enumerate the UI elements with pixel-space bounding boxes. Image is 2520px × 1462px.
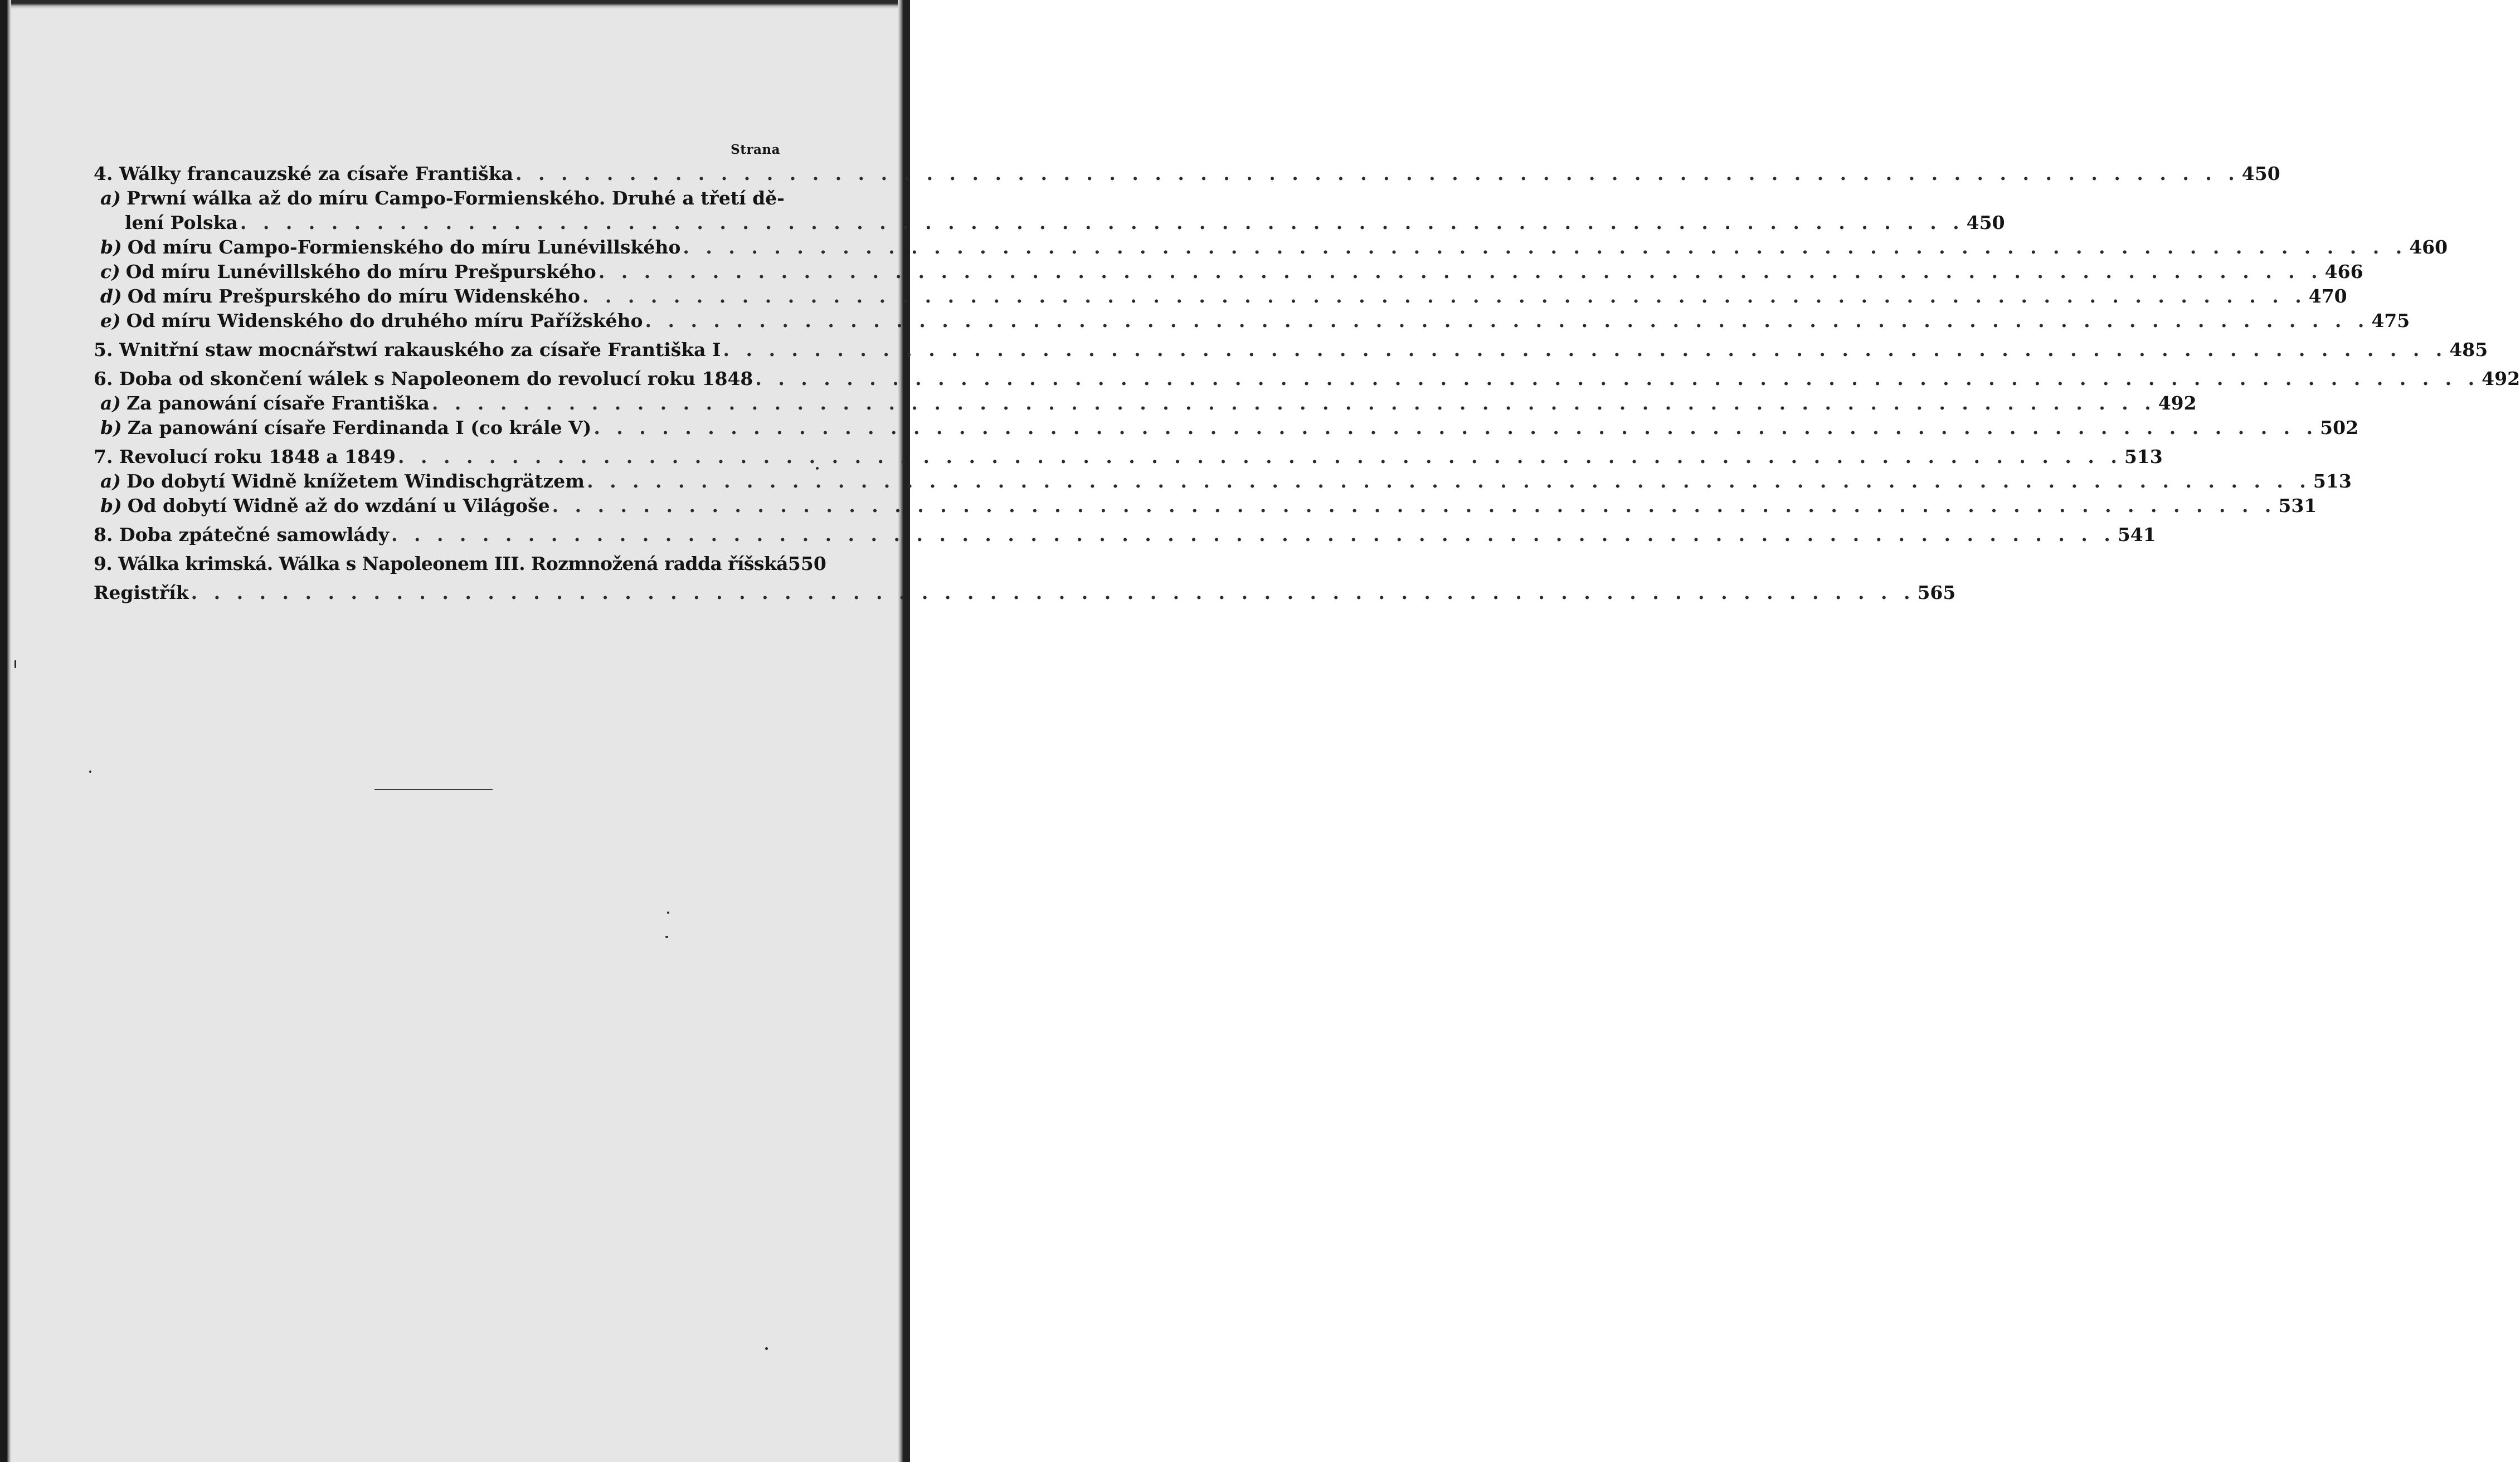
- toc-page-number: 565: [1917, 582, 1956, 603]
- toc-entry-title: Od míru Campo-Formienského do míru Lunévillského: [127, 236, 681, 258]
- toc-entry-title: Za panowání císaře Ferdinanda I (co krále V): [127, 417, 592, 438]
- toc-page-number: 531: [2278, 495, 2317, 516]
- toc-entry-title: Do dobytí Widně knížetem Windischgrätzem: [127, 470, 585, 492]
- toc-entry-title: Revolucí roku 1848 a 1849: [119, 446, 396, 467]
- toc-chapter-number: 8.: [94, 524, 113, 545]
- toc-entry-chapter: [94, 523, 2156, 547]
- toc-entry-chapter: [94, 552, 826, 576]
- toc-page-number: 450: [1966, 212, 2005, 233]
- toc-entry-index: [94, 581, 1956, 605]
- toc-entry-title: Wálky francauzské za císaře Františka: [119, 163, 513, 184]
- toc-page-number: 550: [787, 553, 826, 574]
- toc-page-number: 492: [2158, 392, 2197, 414]
- toc-entry-chapter: [94, 338, 2488, 362]
- toc-section-marker: c): [100, 261, 120, 282]
- toc-section-marker: a): [100, 470, 121, 492]
- toc-entry-title: Doba od skončení wálek s Napoleonem do revolucí roku 1848: [119, 368, 753, 389]
- toc-page-number: 502: [2320, 417, 2359, 438]
- toc-page-number: 485: [2449, 339, 2488, 360]
- toc-entry-text: [100, 416, 591, 440]
- table-of-contents: [94, 162, 2520, 605]
- toc-page-number: 470: [2308, 285, 2347, 307]
- toc-entry-text: [100, 309, 643, 333]
- dot-leader: [391, 523, 2115, 547]
- toc-entry-title: Wálka krimská. Wálka s Napoleonem III. Rozmnožená radda říšská: [118, 553, 788, 574]
- dot-leader: [593, 416, 2318, 440]
- toc-entry-text: [100, 494, 550, 518]
- toc-entry-text: [100, 260, 596, 284]
- toc-section-marker: d): [100, 285, 122, 307]
- dot-leader: [755, 367, 2479, 391]
- toc-entry-text: [100, 186, 785, 211]
- toc-entry-section: [94, 235, 2448, 260]
- toc-entry-title: Doba zpátečné samowlády: [119, 524, 389, 545]
- toc-entry-section: [94, 186, 785, 211]
- toc-entry-chapter: [94, 367, 2520, 391]
- dot-leader: [191, 581, 1915, 605]
- toc-entry-continuation: [94, 211, 2005, 235]
- toc-entry-chapter: [94, 162, 2280, 186]
- toc-entry-text: [100, 469, 585, 494]
- dot-leader: [432, 391, 2156, 416]
- toc-entry-title: Za panowání císaře Františka: [127, 392, 430, 414]
- scan-edge-top: [0, 0, 910, 9]
- toc-entry-title: Prwní wálka až do míru Campo-Formienského. Druhé a třetí dě-: [127, 187, 785, 209]
- toc-entry-section: [94, 416, 2359, 440]
- dot-leader: [645, 309, 2370, 333]
- dot-leader: [240, 211, 1964, 235]
- toc-section-marker: a): [100, 187, 121, 209]
- scan-speck: [665, 936, 668, 938]
- toc-section-marker: b): [100, 236, 122, 258]
- toc-entry-text: [100, 284, 580, 309]
- toc-entry-section: [94, 391, 2197, 416]
- toc-chapter-number: 6.: [94, 368, 113, 389]
- toc-entry-title: Od míru Widenského do druhého míru Pařížského: [126, 310, 643, 332]
- toc-page-number: 492: [2482, 368, 2520, 389]
- dot-leader: [723, 338, 2447, 362]
- toc-entry-text: [100, 391, 430, 416]
- toc-entry-section: [94, 284, 2347, 309]
- toc-page-number: 513: [2124, 446, 2163, 467]
- toc-chapter-number: 9.: [94, 553, 113, 574]
- dot-leader: [587, 469, 2311, 494]
- toc-page-number: 450: [2241, 163, 2280, 184]
- toc-entry-text: [94, 367, 753, 391]
- toc-entry-text: [94, 338, 721, 362]
- scan-speck: [14, 660, 16, 668]
- toc-page-number: 466: [2324, 261, 2363, 282]
- toc-section-marker: a): [100, 392, 121, 414]
- toc-page-number: 541: [2117, 524, 2156, 545]
- dot-leader: [398, 445, 2122, 469]
- toc-section-marker: b): [100, 495, 122, 516]
- scan-speck: [816, 467, 819, 470]
- toc-entry-text: [94, 162, 513, 186]
- toc-entry-section: [94, 469, 2352, 494]
- toc-entry-text: [94, 552, 788, 576]
- toc-page-number: 475: [2371, 310, 2410, 332]
- toc-page-number: 513: [2313, 470, 2352, 492]
- toc-entry-text: [100, 235, 680, 260]
- toc-chapter-number: 7.: [94, 446, 113, 467]
- scan-edge-left: [0, 0, 11, 1462]
- closing-rule: [374, 789, 493, 790]
- toc-section-marker: b): [100, 417, 122, 438]
- dot-leader: [582, 284, 2307, 309]
- toc-chapter-number: 4.: [94, 163, 113, 184]
- toc-entry-title: lení Polska: [125, 212, 238, 233]
- toc-entry-section: [94, 260, 2363, 284]
- toc-entry-title: Od míru Prešpurského do míru Widenského: [127, 285, 580, 307]
- toc-entry-chapter: [94, 445, 2163, 469]
- dot-leader: [552, 494, 2276, 518]
- page-column-header: Strana: [731, 142, 780, 157]
- toc-page-number: 460: [2409, 236, 2448, 258]
- toc-entry-section: [94, 309, 2410, 333]
- dot-leader: [683, 235, 2407, 260]
- scan-speck: [89, 771, 91, 773]
- scan-speck: [667, 912, 669, 914]
- toc-entry-section: [94, 494, 2317, 518]
- toc-entry-title: Wnitřní staw mocnářstwí rakauského za císaře Františka I: [119, 339, 721, 360]
- toc-entry-title: Od dobytí Widně až do wzdání u Világoše: [127, 495, 550, 516]
- toc-entry-title: Registřík: [94, 582, 189, 603]
- scan-speck: [765, 1347, 768, 1350]
- toc-chapter-number: 5.: [94, 339, 113, 360]
- toc-entry-title: Od míru Lunévillského do míru Prešpurského: [125, 261, 596, 282]
- dot-leader: [515, 162, 2240, 186]
- toc-entry-text: [94, 523, 389, 547]
- dot-leader: [599, 260, 2323, 284]
- toc-section-marker: e): [100, 310, 121, 332]
- toc-entry-text: [94, 445, 396, 469]
